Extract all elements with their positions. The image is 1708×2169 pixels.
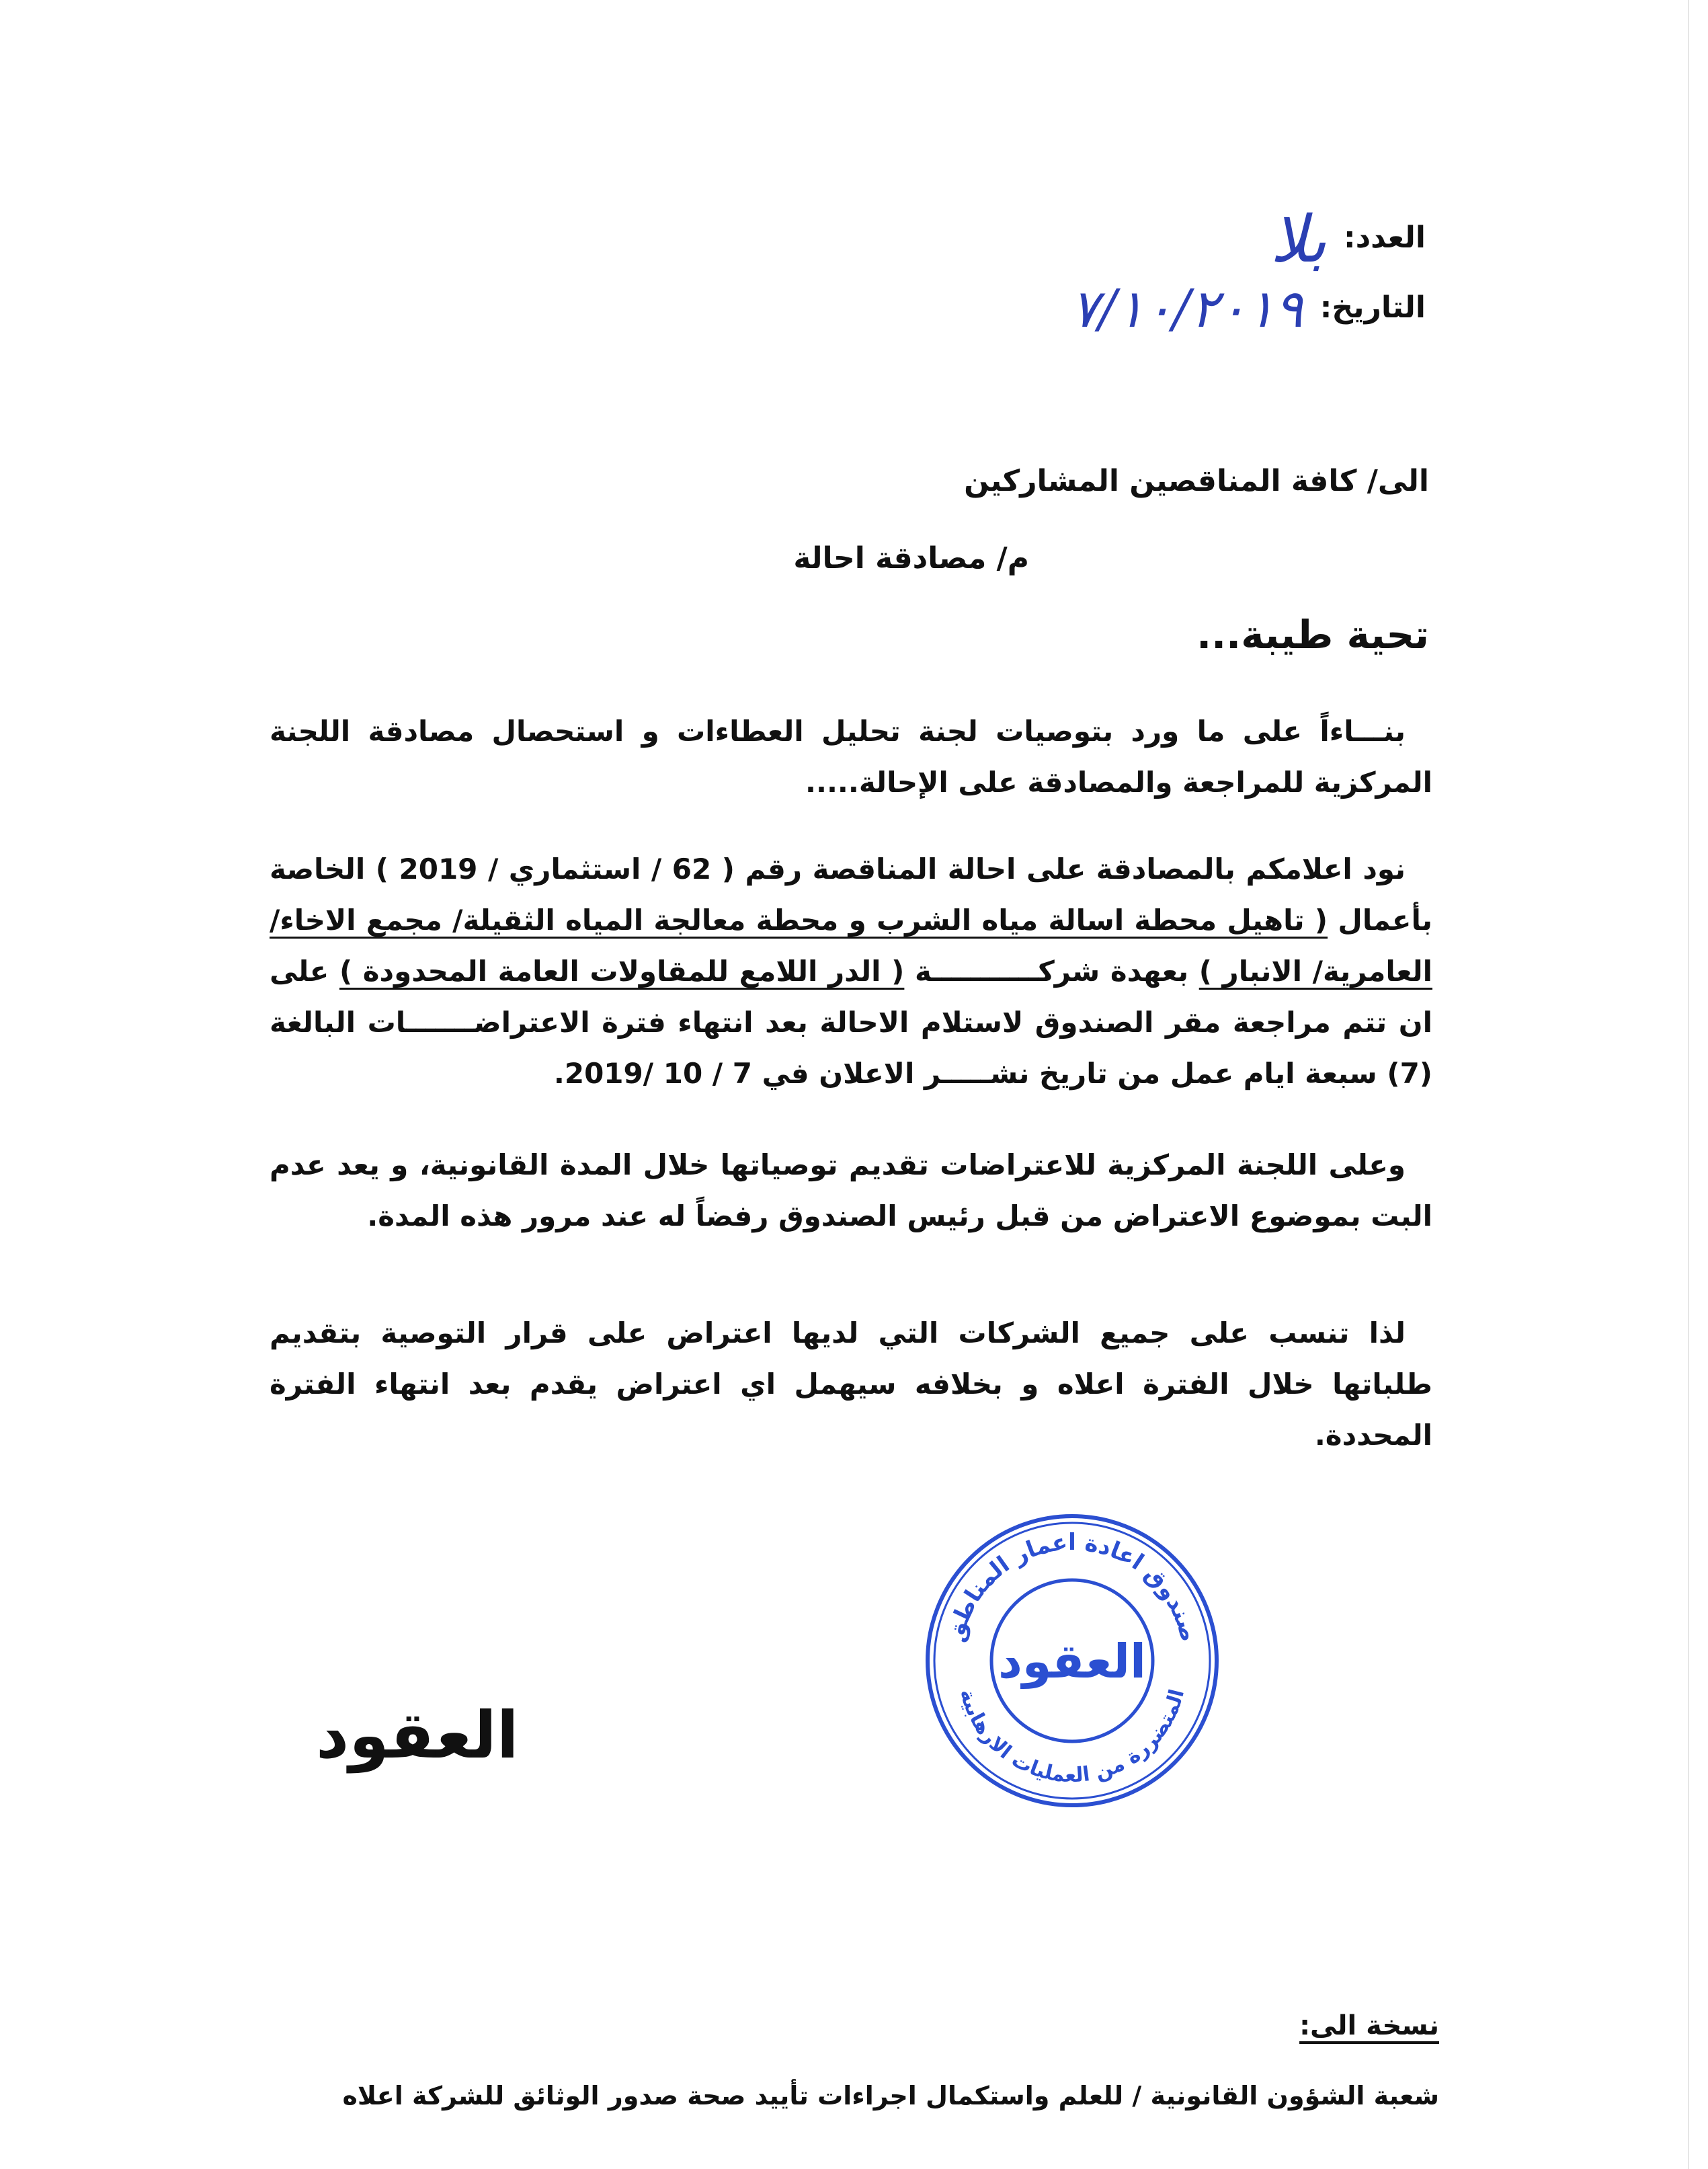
paragraph-2-start: نود اعلامكم بالمصادقة على احالة المناقصة رقم ( 62 / استثماري / 2019 ) الخاصة بأعمال bbox=[270, 853, 1432, 937]
letter-number-value: بلا bbox=[1270, 202, 1327, 277]
paragraph-1 bbox=[270, 706, 1432, 808]
scan-edge-line bbox=[1688, 0, 1689, 2169]
paragraph-2-company-prefix: بعهدة شركـــــــــــة bbox=[915, 955, 1189, 988]
paragraph-2-end: على ان تتم مراجعة مقر الصندوق لاستلام الاحالة بعد انتهاء فترة الاعتراضـــــــات البالغة (7) سبعة ايام عمل من تاريخ نشـــــر الاعلان في 7 / 10 /2019. bbox=[270, 955, 1432, 1090]
paragraph-2-company: ( الدر اللامع للمقاولات العامة المحدودة ) bbox=[339, 955, 905, 988]
letter-date-value: ٧/١٠/٢٠١٩ bbox=[1070, 279, 1303, 340]
letter-date-label: التاريخ: bbox=[1319, 290, 1426, 325]
greeting: تحية طيبة... bbox=[1196, 612, 1429, 658]
paragraph-4 bbox=[270, 1308, 1432, 1461]
paragraph-3 bbox=[270, 1140, 1432, 1242]
stamp-ring-top-path: صندوق اعادة اعمار المناطق bbox=[942, 1528, 1203, 1645]
paragraph-2 bbox=[270, 844, 1432, 1099]
stamp-center-text: العقود bbox=[998, 1634, 1146, 1689]
subject-line: م/ مصادقة احالة bbox=[793, 541, 1029, 576]
stamp-ring-bottom-path: المتضررة من العمليات الارهابية bbox=[954, 1686, 1190, 1788]
paragraph-2-works: ( تاهيل محطة اسالة مياه الشرب و محطة معالجة المياه الثقيلة/ مجمع الاخاء/ العامرية/ الانبار ) bbox=[270, 904, 1433, 988]
copy-to-label: نسخة الى: bbox=[1299, 2010, 1439, 2041]
letter-number-label: العدد: bbox=[1343, 221, 1426, 255]
recipient-line: الى/ كافة المناقصين المشاركين bbox=[964, 464, 1429, 498]
letter-date-row bbox=[1071, 279, 1426, 340]
paragraph-3-text: وعلى اللجنة المركزية للاعتراضات تقديم توصياتها خلال المدة القانونية، و يعد عدم البت بموضوع الاعتراض من قبل رئيس الصندوق رفضاً له عند مرور هذه المدة. bbox=[270, 1148, 1432, 1232]
letter-number-row bbox=[1270, 202, 1426, 277]
paragraph-1-text: بنـــاءاً على ما ورد بتوصيات لجنة تحليل العطاءات و استحصال مصادقة اللجنة المركزية للمراجعة والمصادقة على الإحالة..... bbox=[270, 715, 1432, 799]
signature-department: العقود bbox=[316, 1698, 519, 1773]
official-stamp bbox=[921, 1509, 1223, 1812]
copy-to-line: شعبة الشؤون القانونية / للعلم واستكمال اجراءات تأييد صحة صدور الوثائق للشركة اعلاه bbox=[342, 2081, 1439, 2111]
paragraph-4-text: لذا تنسب على جميع الشركات التي لديها اعتراض على قرار التوصية بتقديم طلباتها خلال الفترة اعلاه و بخلافه سيهمل اي اعتراض يقدم بعد انتهاء الفترة المحددة. bbox=[270, 1316, 1432, 1452]
